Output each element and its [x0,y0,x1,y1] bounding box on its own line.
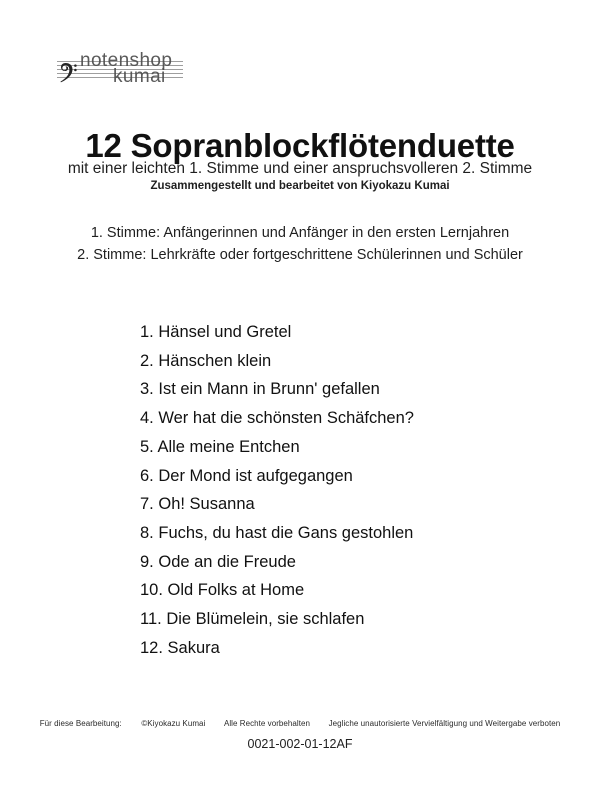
piece-title: Fuchs, du hast die Gans gestohlen [158,523,414,542]
piece-number: 12. [140,638,163,657]
piece-number: 8. [140,523,154,542]
piece-number: 7. [140,495,154,514]
piece-title: Alle meine Entchen [157,437,300,456]
piece-title: Old Folks at Home [167,581,305,600]
list-item [140,318,500,347]
piece-title: Hänschen klein [158,351,272,370]
logo-word-bottom: kumai [113,66,166,87]
piece-number: 4. [140,409,154,428]
list-item [140,433,500,462]
bass-clef-icon [61,63,77,82]
list-item [140,404,500,433]
piece-number: 11. [140,610,162,629]
list-item [140,605,500,634]
piece-title: Sakura [167,638,220,657]
editor-credit: Zusammengestellt und bearbeitet von Kiyokazu Kumai [150,180,450,192]
list-item [140,462,500,491]
list-item [140,375,500,404]
piece-number: 3. [140,380,154,399]
footer-label: Für diese Bearbeitung: [39,719,122,728]
voice-descriptions [0,222,600,267]
piece-number: 10. [140,581,163,600]
piece-number: 5. [140,437,154,456]
piece-number: 6. [140,466,154,485]
footer-copyright: ©Kiyokazu Kumai [141,719,206,728]
list-item [140,519,500,548]
piece-title: Die Blümelein, sie schlafen [166,610,365,629]
footer-copyright-line [0,719,600,728]
logo-artwork [55,44,215,92]
piece-number: 1. [140,323,154,341]
footer-rights: Alle Rechte vorbehalten [223,719,311,728]
list-item [140,548,500,577]
piece-list [140,318,500,662]
notenshop-kumai-logo [55,44,215,92]
logo-word-top: notenshop [80,50,173,71]
piece-title: Ode an die Freude [158,552,296,571]
voice-line-1: 1. Stimme: Anfängerinnen und Anfänger in den ersten Lernjahren [90,225,510,241]
piece-title: Der Mond ist aufgegangen [158,466,353,485]
list-item [140,347,500,376]
piece-title: Oh! Susanna [158,495,255,514]
product-code: 0021-002-01-12AF [247,737,353,751]
footer [0,719,600,728]
list-item [140,634,500,663]
list-item [140,490,500,519]
footer-notice: Jegliche unautorisierte Vervielfältigung und Weitergabe verboten [328,719,561,728]
page-subtitle: mit einer leichten 1. Stimme und einer anspruchsvolleren 2. Stimme [67,160,533,177]
piece-title: Wer hat die schönsten Schäfchen? [158,409,414,428]
voice-line-2: 2. Stimme: Lehrkräfte oder fortgeschrittene Schülerinnen und Schüler [77,247,523,264]
piece-title: Ist ein Mann in Brunn' gefallen [158,380,380,399]
piece-number: 9. [140,552,154,571]
piece-number: 2. [140,351,154,370]
piece-title: Hänsel und Gretel [158,323,292,341]
list-item [140,576,500,605]
page-title: 12 Sopranblockflötenduette [85,127,515,165]
